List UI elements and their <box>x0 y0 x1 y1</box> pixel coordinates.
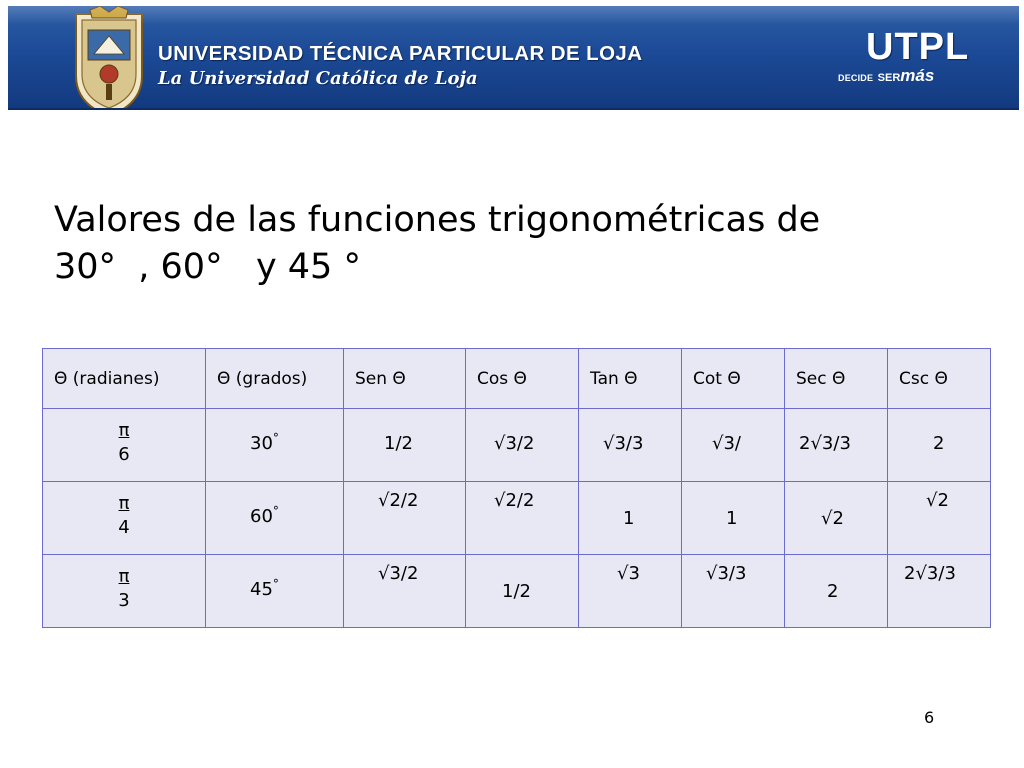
sec-value: 2√3/3 <box>799 433 851 454</box>
sen-value: √3/2 <box>378 563 419 584</box>
rad-numerator: π <box>118 420 130 441</box>
sen-value: √2/2 <box>378 490 419 511</box>
header-deg: Θ (grados) <box>206 349 344 409</box>
slide-title <box>54 197 974 291</box>
rad-denominator: 6 <box>118 444 130 465</box>
header-banner <box>8 6 1019 110</box>
table-row <box>43 482 991 555</box>
header-rad: Θ (radianes) <box>43 349 206 409</box>
deg-number: 45 <box>250 579 273 600</box>
deg-symbol: ° <box>272 504 279 518</box>
motto-mas: más <box>900 66 935 85</box>
deg-number: 30 <box>250 433 273 454</box>
deg-symbol: ° <box>272 577 279 591</box>
university-crest-icon <box>70 6 148 110</box>
deg-symbol: ° <box>272 431 279 445</box>
table-row <box>43 555 991 628</box>
rad-numerator: π <box>118 566 130 587</box>
rad-denominator: 3 <box>118 590 130 611</box>
table-row <box>43 409 991 482</box>
rad-fraction <box>43 565 205 613</box>
university-name: UNIVERSIDAD TÉCNICA PARTICULAR DE LOJA <box>158 42 643 65</box>
university-subtitle: La Universidad Católica de Loja <box>158 68 478 89</box>
trig-values-table <box>42 348 991 628</box>
slide-title-line-2: 30° , 60° y 45 ° <box>54 247 361 287</box>
deg-value <box>250 433 279 454</box>
deg-value <box>250 579 279 600</box>
page-number: 6 <box>924 708 935 727</box>
rad-fraction <box>43 492 205 540</box>
motto-decide: DECIDE <box>838 73 874 83</box>
sec-value: √2 <box>821 508 844 529</box>
header-cot: Cot Θ <box>682 349 785 409</box>
rad-denominator: 4 <box>118 517 130 538</box>
header-sec: Sec Θ <box>785 349 888 409</box>
cos-value: 1/2 <box>502 581 531 602</box>
header-csc: Csc Θ <box>888 349 991 409</box>
table-header-row <box>43 349 991 409</box>
sec-value: 2 <box>827 581 839 602</box>
cos-value: √3/2 <box>494 433 535 454</box>
tan-value: √3/3 <box>603 433 644 454</box>
motto <box>838 66 934 86</box>
cos-value: √2/2 <box>494 490 535 511</box>
motto-ser: SER <box>877 72 901 84</box>
header-cos: Cos Θ <box>466 349 579 409</box>
rad-numerator: π <box>118 493 130 514</box>
csc-value: 2√3/3 <box>904 563 956 584</box>
utpl-logo: UTPL <box>866 26 970 68</box>
tan-value: 1 <box>623 508 635 529</box>
sen-value: 1/2 <box>384 433 413 454</box>
header-sen: Sen Θ <box>344 349 466 409</box>
cot-value: √3/3 <box>706 563 747 584</box>
tan-value: √3 <box>617 563 640 584</box>
deg-value <box>250 506 279 527</box>
csc-value: √2 <box>926 490 949 511</box>
header-tan: Tan Θ <box>579 349 682 409</box>
cot-value: 1 <box>726 508 738 529</box>
slide-title-line-1: Valores de las funciones trigonométricas de <box>54 200 821 240</box>
deg-number: 60 <box>250 506 273 527</box>
csc-value: 2 <box>933 433 945 454</box>
rad-fraction <box>43 419 205 467</box>
cot-value: √3/ <box>712 433 741 454</box>
